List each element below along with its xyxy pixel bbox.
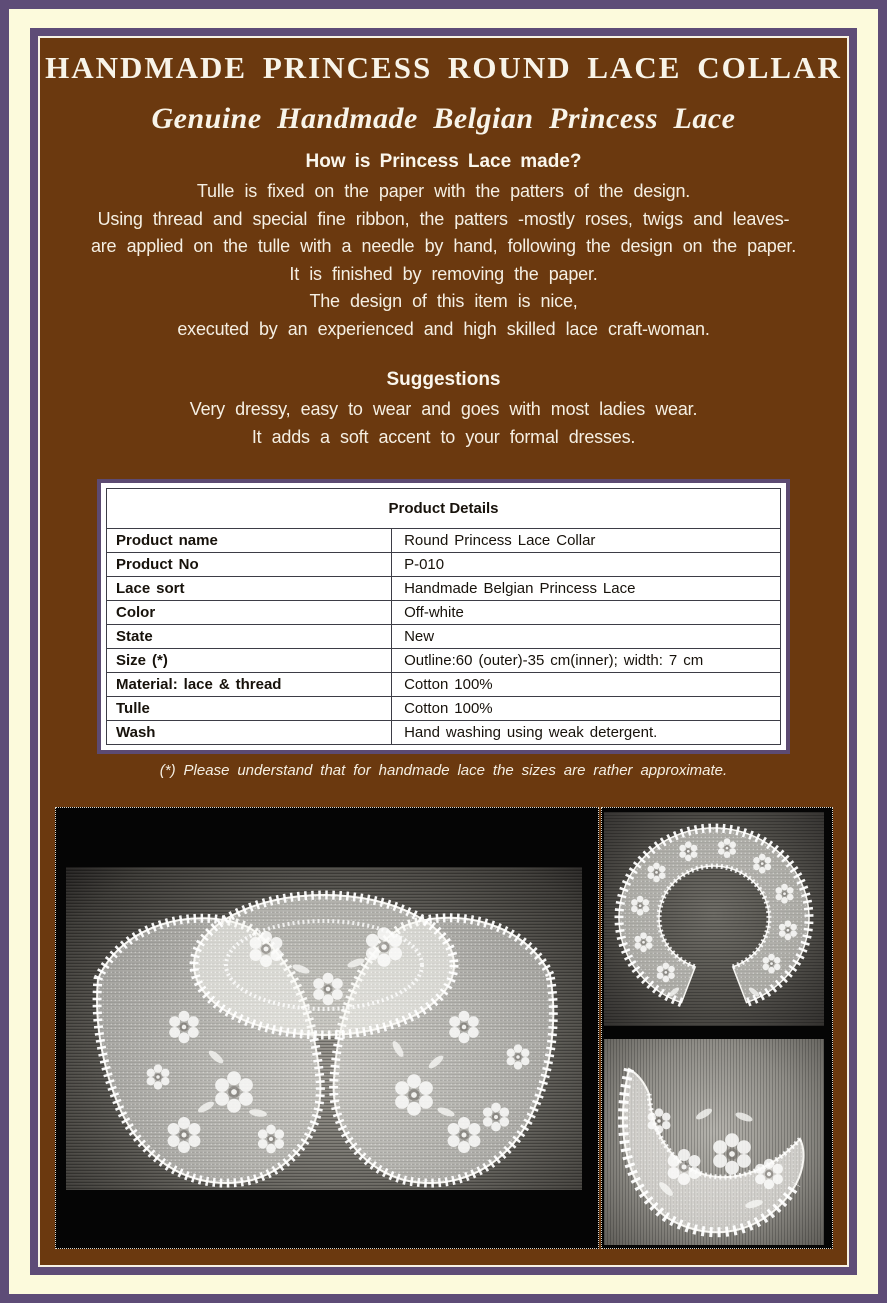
photo-strip [55,807,833,1249]
how-made-line-3: are applied on the tulle with a needle by hand, following the design on the paper. [90,236,797,256]
row-value: Round Princess Lace Collar [392,529,781,553]
table-row [107,529,781,553]
row-value: Off-white [392,601,781,625]
row-value: New [392,625,781,649]
table-row [107,625,781,649]
table-row [107,577,781,601]
page-title: HANDMADE PRINCESS ROUND LACE COLLAR [45,50,842,85]
row-label: Product name [107,529,392,553]
purple-frame [30,28,857,1275]
cream-band [9,9,878,1294]
lace-collar-flat-art [66,867,582,1190]
row-label: Wash [107,721,392,745]
table-row [107,649,781,673]
row-value: Cotton 100% [392,697,781,721]
suggestions-line-1: Very dressy, easy to wear and goes with most ladies wear. [189,399,698,419]
how-made-heading: How is Princess Lace made? [305,151,582,172]
row-label: Material: lace & thread [107,673,392,697]
size-footnote: (*) Please understand that for handmade lace the sizes are rather approximate. [159,762,728,779]
closeup-photo [604,1039,824,1245]
row-value: P-010 [392,553,781,577]
table-header-row [107,489,781,529]
lace-collar-closeup-art [604,1039,824,1245]
side-photos-cell [601,807,833,1249]
how-made-line-1: Tulle is fixed on the paper with the patters of the design. [196,181,691,201]
row-value: Hand washing using weak detergent. [392,721,781,745]
row-label: Lace sort [107,577,392,601]
product-details-table [106,488,781,745]
how-made-line-2: Using thread and special fine ribbon, the patters -mostly roses, twigs and leaves- [97,208,790,229]
how-made-line-6: executed by an experienced and high skilled lace craft-woman. [177,318,710,339]
page-subtitle: Genuine Handmade Belgian Princess Lace [151,102,736,135]
lace-collar-round-art [604,812,824,1026]
row-value: Handmade Belgian Princess Lace [392,577,781,601]
table-row [107,601,781,625]
how-made-line-5: The design of this item is nice, [309,291,578,311]
round-collar-photo [604,812,824,1026]
table-row [107,553,781,577]
main-photo-image [66,867,582,1190]
row-label: Product No [107,553,392,577]
row-label: State [107,625,392,649]
suggestions-heading: Suggestions [386,369,501,390]
product-details-box [97,479,790,754]
row-label: Size (*) [107,649,392,673]
table-row [107,673,781,697]
row-value: Cotton 100% [392,673,781,697]
row-value: Outline:60 (outer)-35 cm(inner); width: 7 cm [392,649,781,673]
table-row [107,697,781,721]
main-photo [55,807,599,1249]
listing-content [38,36,849,1267]
row-label: Color [107,601,392,625]
table-row [107,721,781,745]
suggestions-line-2: It adds a soft accent to your formal dresses. [251,426,636,447]
row-label: Tulle [107,697,392,721]
how-made-line-4: It is finished by removing the paper. [289,263,598,284]
table-title: Product Details [107,489,781,529]
